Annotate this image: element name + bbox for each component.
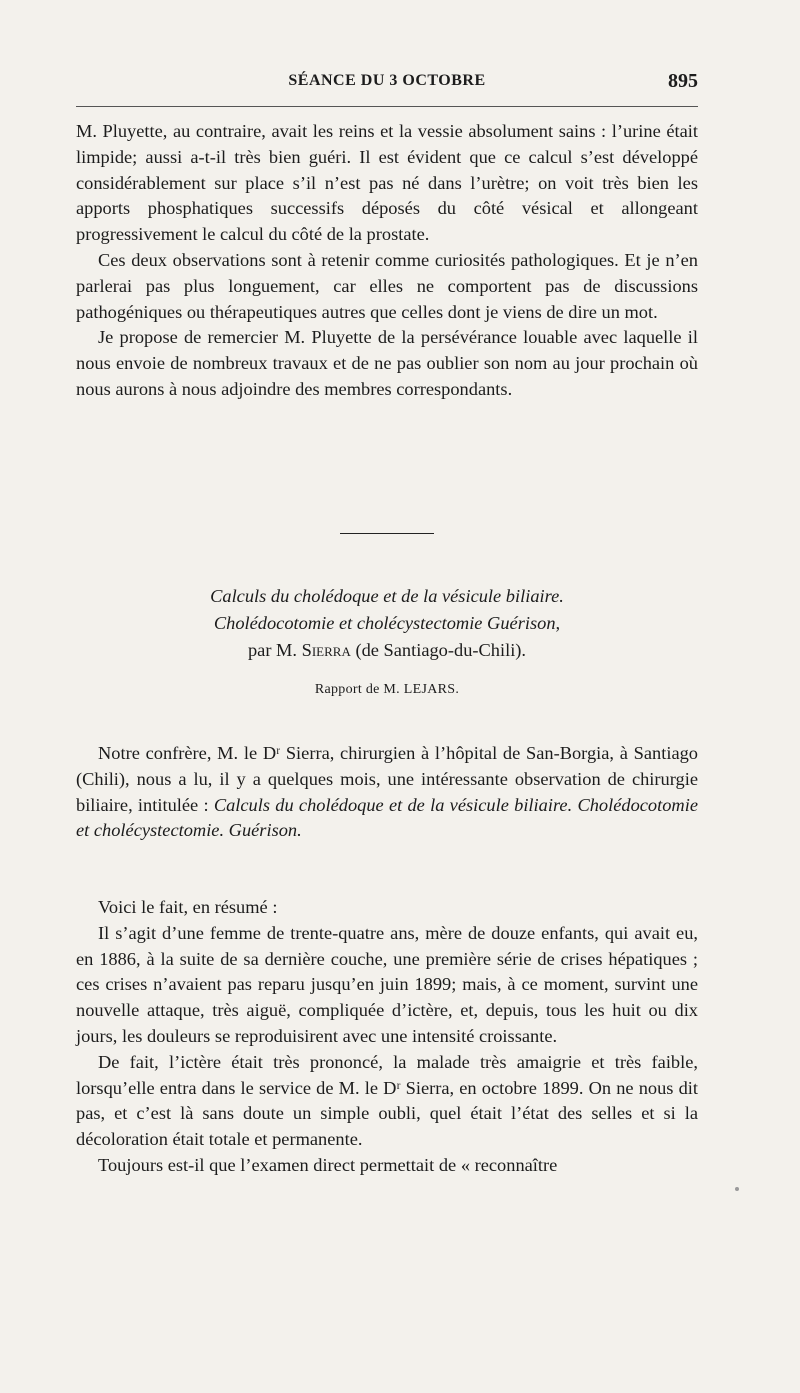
report-byline: Rapport de M. LEJARS. [314,682,460,697]
paragraph: Je propose de remercier M. Pluyette de la persévérance louable avec laquelle il nous envoie de nombreux travaux et de ne pas oublier son nom au jour prochain où nous aurons à nous adjoindre des membres correspondants. [76,327,698,399]
section-previous-report [76,119,698,403]
author-name: Sierra [301,640,351,660]
section-intro [76,741,698,844]
cited-title: Calculs du cholédoque et de la vésicule biliaire. Cholédocotomie et cholécystectomie. Guérison. [76,794,698,841]
paragraph: De fait, l’ictère était très prononcé, la malade très amaigrie et très faible, lorsqu’elle entra dans le service de M. le Dʳ Sierra, en octobre 1899. On ne nous dit pas, et c’est là sans doute un simple oubli, quel était l’état des selles et si la décoloration était totale et permanente. [76,1051,698,1150]
section-case [76,895,698,1179]
paragraph: M. Pluyette, au contraire, avait les reins et la vessie absolument sains : l’urine était limpide; aussi a-t-il très bien guéri. Il est évident que ce calcul s’est développé considérablement sur place s’il n’est pas né dans l’urètre; on voit très bien les apports phosphatiques successifs déposés du côté vésical et allongeant progressivement le calcul du côté de la prostate. [76,121,698,245]
section-separator [340,533,434,534]
article-author: par M. Sierra (de Santiago-du-Chili). [247,640,527,660]
summary-line: Voici le fait, en résumé : [98,897,278,917]
header-rule [76,106,698,107]
article-title-block [76,583,698,664]
paragraph: Ces deux observations sont à retenir comme curiosités pathologiques. Et je n’en parlerai pas plus longuement, car elles ne comportent pas de discussions pathogéniques ou thérapeutiques autres que celles dont je viens de dire un mot. [76,249,698,322]
running-title: SÉANCE DU 3 OCTOBRE [288,72,486,89]
article-title-line-2: Cholédocotomie et cholécystectomie Guérison, [213,613,561,633]
paragraph: Il s’agit d’une femme de trente-quatre ans, mère de douze enfants, qui avait eu, en 1886, à la suite de sa dernière couche, une première série de crises hépatiques ; ces crises n’avaient pas reparu jusqu’en juin 1899; mais, à ce moment, survint une nouvelle attaque, très aiguë, compliquée d’ictère, et, depuis, tous les huit ou dix jours, les douleurs se reproduisirent avec une intensité croissante. [76,922,698,1046]
paper-speck [735,1187,739,1191]
page-number: 895 [668,70,698,92]
paragraph: Toujours est-il que l’examen direct permettait de « reconnaître [98,1154,558,1175]
running-header [76,70,698,100]
intro-paragraph: Notre confrère, M. le Dʳ Sierra, chirurgien à l’hôpital de San-Borgia, à Santiago (Chili), nous a lu, il y a quelques mois, une intéressante observation de chirurgie biliaire, intitulée : Calculs du cholédoque et de la vésicule biliaire. Cholédocotomie et cholécystectomie. Guérison. [76,743,698,841]
article-title-line-1: Calculs du cholédoque et de la vésicule biliaire. [210,586,564,606]
